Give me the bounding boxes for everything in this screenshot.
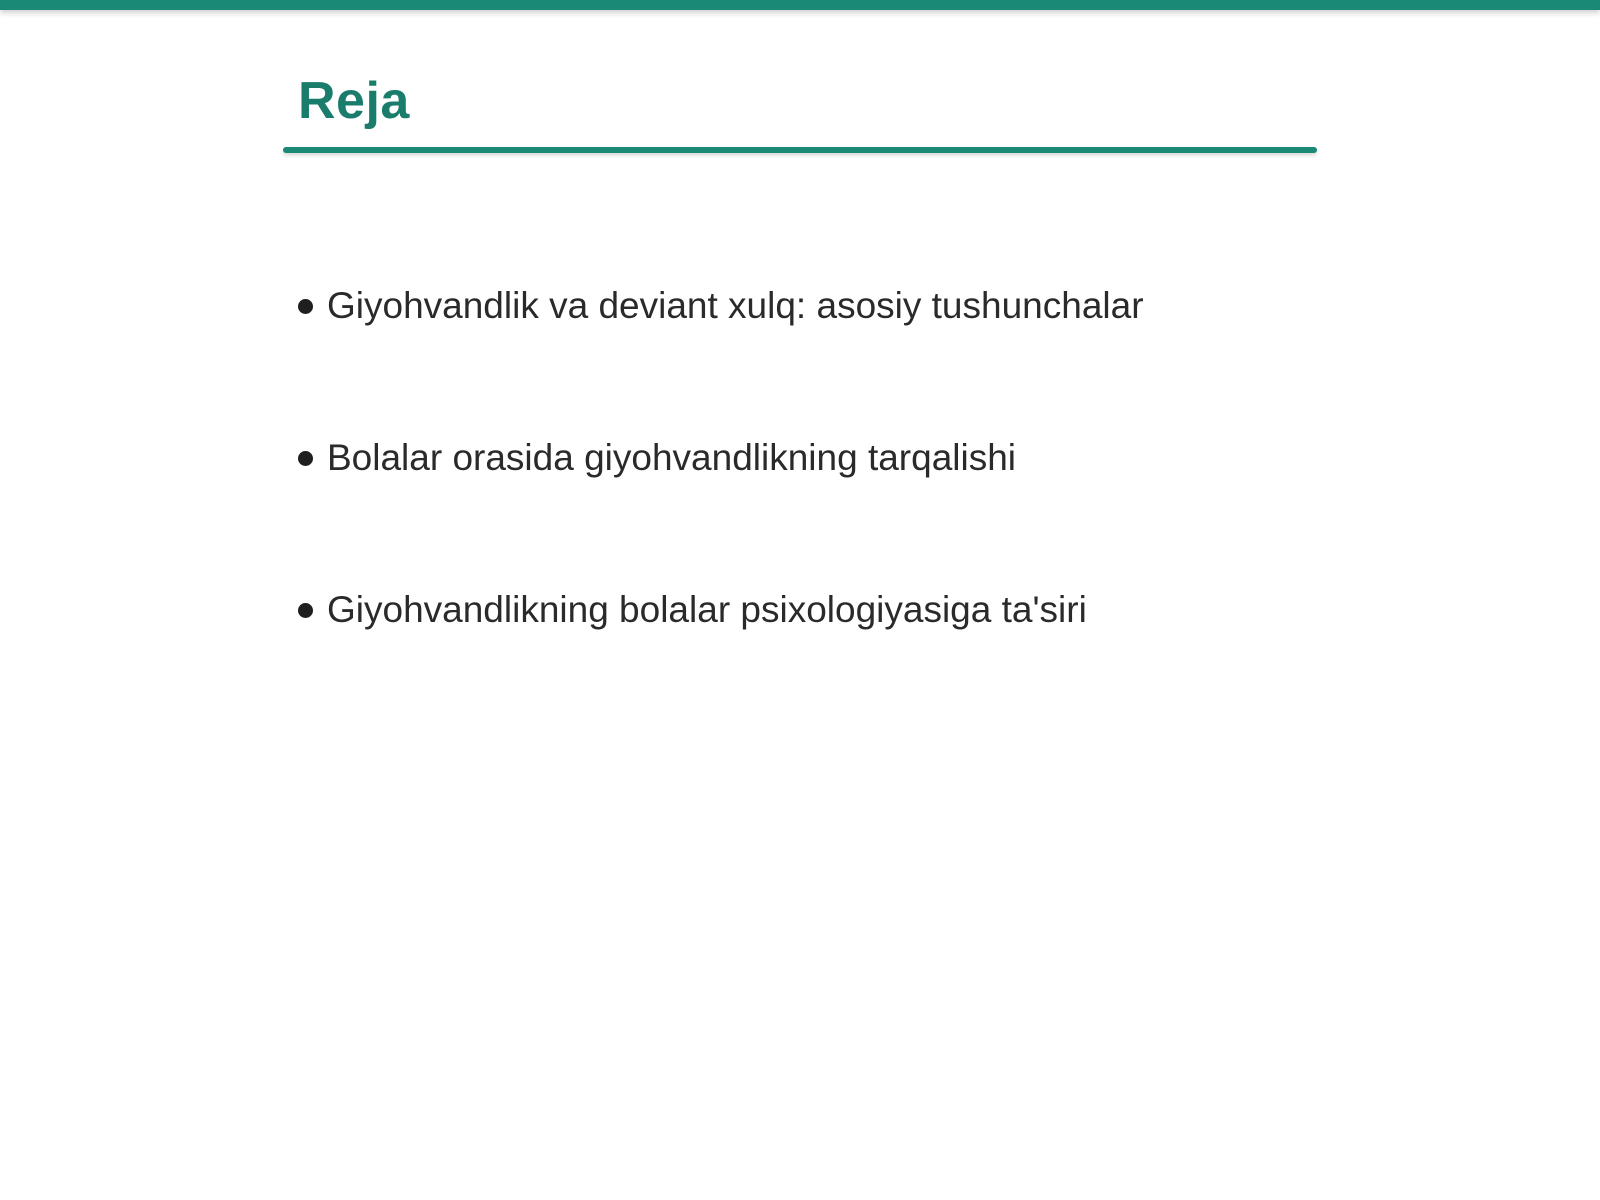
list-item: [298, 430, 1144, 486]
bullet-icon: [298, 451, 313, 466]
bullet-icon: [298, 603, 313, 618]
bullet-list: [298, 278, 1144, 734]
bullet-text: Bolalar orasida giyohvandlikning tarqalishi: [327, 437, 1017, 478]
slide-title: Reja: [298, 72, 410, 130]
title-underline: [283, 147, 1317, 153]
bullet-text: Giyohvandlikning bolalar psixologiyasiga ta'siri: [327, 589, 1087, 630]
bullet-text: Giyohvandlik va deviant xulq: asosiy tushunchalar: [327, 285, 1144, 326]
bullet-icon: [298, 299, 313, 314]
list-item: [298, 582, 1144, 638]
list-item: [298, 278, 1144, 334]
